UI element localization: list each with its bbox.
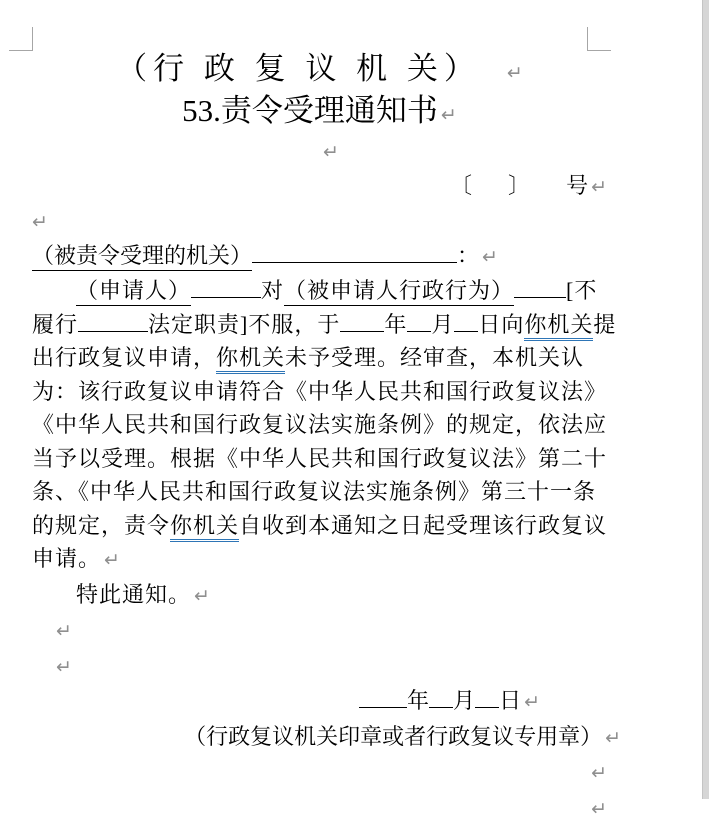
body-text: 条、《中华人民共和国行政复议法实施条例》第三十一条 (32, 479, 596, 504)
pilcrow-mark: ↵ (438, 104, 457, 126)
empty-line-indented[interactable] (32, 649, 607, 685)
body-text: 日向 (478, 312, 524, 337)
body-text: 年 (384, 312, 407, 337)
pilcrow-mark: ↵ (56, 656, 72, 678)
body-text: 当予以受理。根据《中华人民共和国行政复议法》第二十 (32, 446, 607, 471)
body-line[interactable] (32, 274, 607, 308)
fill-in-blank[interactable] (78, 309, 148, 332)
salutation-colon: ： (457, 243, 479, 268)
empty-line-right[interactable] (32, 755, 607, 791)
body-line[interactable] (32, 475, 607, 509)
grammar-marked-text: 你机关 (524, 312, 593, 341)
title-text: 53.责令受理通知书 (182, 93, 438, 128)
body-text: 《中华人民共和国行政复议法实施条例》的规定，依法应 (32, 412, 607, 437)
fill-in-blank[interactable] (340, 309, 384, 332)
doc-number-line[interactable] (32, 169, 607, 204)
fill-in-blank[interactable] (191, 275, 261, 298)
body-text: 自收到本通知之日起受理该行政复议 (239, 513, 607, 538)
salutation-label: （被责令受理的机关） (32, 243, 252, 271)
pilcrow-mark: ↵ (56, 620, 72, 642)
body-line[interactable] (32, 509, 607, 543)
date-month-label: 月 (453, 688, 475, 713)
number-suffix: 号 (566, 173, 588, 198)
empty-line-left[interactable] (32, 204, 607, 239)
fill-in-blank[interactable] (252, 240, 457, 263)
fill-in-blank[interactable] (475, 685, 499, 708)
body-line[interactable] (32, 375, 607, 409)
body-text: 月 (431, 312, 454, 337)
body-text-underlined: （申请人） (76, 278, 191, 306)
closing-text: 特此通知。 (76, 582, 191, 607)
bracket-open: 〔 (450, 173, 472, 198)
pilcrow-mark: ↵ (588, 762, 607, 784)
fill-in-blank[interactable] (454, 309, 478, 332)
pilcrow-mark: ↵ (521, 691, 540, 713)
body-text: 出行政复议申请， (32, 345, 216, 370)
doc-title-line-2[interactable] (32, 92, 607, 134)
pilcrow-mark: ↵ (481, 62, 523, 84)
date-year-label: 年 (407, 688, 429, 713)
pilcrow-mark: ↵ (588, 798, 607, 820)
body-line[interactable] (32, 308, 607, 342)
fill-in-blank[interactable] (407, 309, 431, 332)
fill-in-blank[interactable] (359, 685, 407, 708)
pilcrow-mark: ↵ (479, 246, 498, 268)
grammar-marked-text: 你机关 (170, 513, 239, 542)
fill-in-blank[interactable] (429, 685, 453, 708)
body-text: 对 (261, 278, 284, 303)
seal-note-text: （行政复议机关印章或者行政复议专用章） (184, 724, 602, 749)
empty-line-indented[interactable] (32, 613, 607, 649)
body-text-underlined: （被申请人行政行为） (284, 278, 514, 306)
pilcrow-mark: ↵ (588, 176, 607, 198)
body-text: [不 (566, 278, 597, 303)
date-day-label: 日 (499, 688, 521, 713)
body-line[interactable] (32, 408, 607, 442)
body-line[interactable] (32, 341, 607, 375)
grammar-marked-text: 你机关 (216, 345, 285, 374)
body-text: 申请。 (32, 546, 101, 571)
body-text: 履行 (32, 312, 78, 337)
body-text: 为：该行政复议申请符合《中华人民共和国行政复议法》 (32, 379, 607, 404)
signature-date-line[interactable] (32, 684, 540, 720)
title-text: （行 政 复 议 机 关） (116, 51, 481, 86)
body-text: 的规定，责令 (32, 513, 170, 538)
doc-title-line-1[interactable] (32, 50, 607, 92)
seal-note-line[interactable] (32, 720, 621, 756)
pilcrow-mark: ↵ (32, 211, 48, 233)
pilcrow-mark: ↵ (191, 585, 210, 607)
empty-line-right[interactable] (32, 791, 607, 826)
fill-in-blank[interactable] (514, 275, 566, 298)
body-line[interactable] (32, 442, 607, 476)
body-line[interactable] (32, 542, 607, 578)
body-text: 法定职责]不服，于 (148, 312, 340, 337)
salutation-line[interactable] (32, 239, 607, 274)
empty-line-centered[interactable] (32, 134, 607, 169)
pilcrow-mark: ↵ (320, 141, 339, 163)
bracket-close: 〕 (508, 173, 530, 198)
closing-line[interactable] (32, 578, 607, 614)
body-text: 提 (593, 312, 616, 337)
body-text: 未予受理。经审查，本机关认 (285, 345, 584, 370)
pilcrow-mark: ↵ (101, 549, 120, 571)
pilcrow-mark: ↵ (602, 727, 621, 749)
